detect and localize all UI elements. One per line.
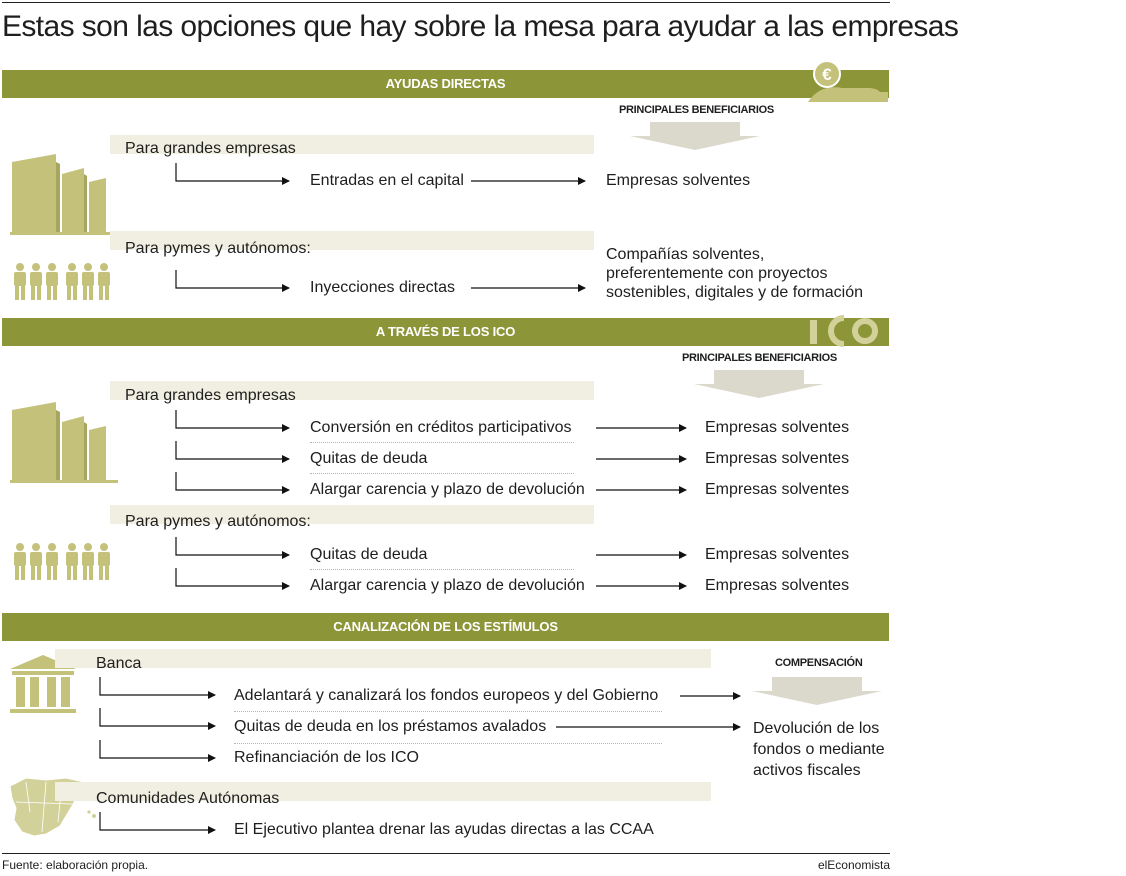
down-arrow-icon	[694, 370, 824, 400]
group-label-banca: Banca	[96, 655, 142, 672]
beneficiaries-heading-ico: PRINCIPALES BENEFICIARIOS	[682, 352, 837, 364]
dotted-divider	[234, 743, 662, 744]
page-title: Estas son las opciones que hay sobre la mesa para ayudar a las empresas	[2, 10, 959, 43]
group-label-ccaa: Comunidades Autónomas	[96, 790, 280, 807]
section-heading-ico: A TRAVÉS DE LOS ICO	[375, 324, 516, 339]
down-arrow-icon	[752, 677, 882, 707]
item-label: Adelantará y canalizará los fondos europeos y del Gobierno	[234, 687, 659, 704]
item-label: Conversión en créditos participativos	[310, 419, 572, 436]
svg-text:€: €	[822, 65, 832, 84]
bottom-rule	[2, 853, 890, 854]
group-label-grandes-empresas: Para grandes empresas	[125, 140, 296, 157]
item-label: Alargar carencia y plazo de devolución	[310, 577, 585, 594]
beneficiary-label: Empresas solventes	[606, 172, 751, 189]
beneficiary-line: preferentemente con proyectos	[606, 265, 828, 282]
compensation-line: Devolución de los	[753, 720, 880, 737]
subhead-bg	[55, 649, 711, 668]
beneficiary-label: Empresas solventes	[705, 419, 850, 436]
item-label: Alargar carencia y plazo de devolución	[310, 481, 585, 498]
section-heading-canalizacion: CANALIZACIÓN DE LOS ESTÍMULOS	[333, 619, 558, 634]
beneficiary-label: Empresas solventes	[705, 481, 850, 498]
item-label: Quitas de deuda en los préstamos avalados	[234, 718, 547, 735]
group-label-pymes: Para pymes y autónomos:	[125, 240, 311, 257]
dotted-divider	[234, 711, 662, 712]
beneficiary-label: Empresas solventes	[705, 450, 850, 467]
beneficiaries-heading-ayudas: PRINCIPALES BENEFICIARIOS	[619, 104, 774, 116]
compensation-heading: COMPENSACIÓN	[775, 657, 863, 669]
group-label-pymes: Para pymes y autónomos:	[125, 513, 311, 530]
footer-brand: elEconomista	[817, 858, 890, 872]
item-label: Quitas de deuda	[310, 546, 428, 563]
group-label-grandes-empresas: Para grandes empresas	[125, 387, 296, 404]
item-label: Entradas en el capital	[310, 172, 464, 189]
section-heading-ayudas-directas: AYUDAS DIRECTAS	[385, 76, 506, 91]
item-label: Inyecciones directas	[310, 279, 455, 296]
dotted-divider	[310, 442, 574, 443]
compensation-line: activos fiscales	[753, 762, 861, 779]
item-label: El Ejecutivo plantea drenar las ayudas directas a las CCAA	[234, 821, 654, 838]
dotted-divider	[310, 569, 574, 570]
beneficiary-label: Empresas solventes	[705, 546, 850, 563]
beneficiary-line: sostenibles, digitales y de formación	[606, 284, 864, 301]
ico-logo-icon	[808, 312, 880, 348]
section-band-ico	[2, 318, 889, 346]
item-label: Quitas de deuda	[310, 450, 428, 467]
section-band-canalizacion	[2, 613, 889, 641]
dotted-divider	[310, 473, 574, 474]
beneficiary-line: Compañías solventes,	[606, 246, 765, 263]
compensation-line: fondos o mediante	[753, 741, 885, 758]
people-icon	[12, 542, 114, 582]
buildings-icon	[10, 400, 120, 484]
footer-source: Fuente: elaboración propia.	[2, 858, 149, 872]
item-label: Refinanciación de los ICO	[234, 749, 419, 766]
beneficiary-label: Empresas solventes	[705, 577, 850, 594]
